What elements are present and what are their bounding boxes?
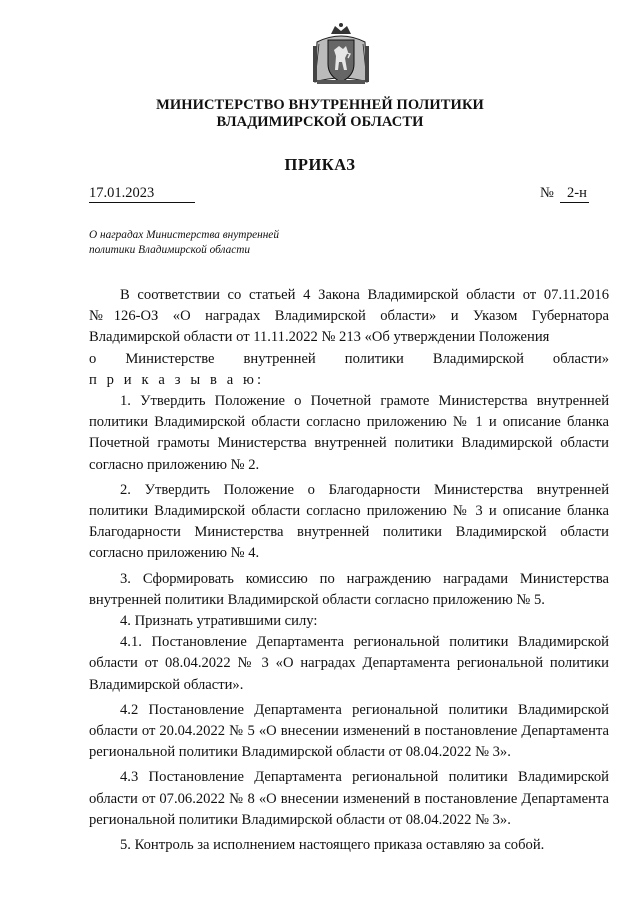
item-4-1: 4.1. Постановление Департамента региональной политики Владимирской области от 08.04.2022 № 3 «О наградах Департамента региональной политики Владимирской области».: [89, 634, 609, 693]
org-name-line2: ВЛАДИМИРСКОЙ ОБЛАСТИ: [216, 114, 424, 130]
document-body: [89, 285, 609, 856]
preamble-end: о Министерстве внутренней политики Владимирской области»: [89, 350, 609, 367]
item-3: 3. Сформировать комиссию по награждению наградами Министерства внутренней политики Владимирской области согласно приложению № 5.: [89, 570, 609, 608]
number-underline: [560, 202, 589, 203]
item-4-3: 4.3 Постановление Департамента региональной политики Владимирской области от 07.06.2022 № 8 «О внесении изменений в постановление Департамента региональной политики Владимирской области от 08.04.2022 № 3».: [89, 769, 609, 828]
document-date: 17.01.2023: [89, 185, 155, 201]
subject-line2: политики Владимирской области: [89, 244, 251, 256]
prikazyvayu: п р и к а з ы в а ю:: [89, 371, 265, 388]
date-underline: [89, 202, 195, 203]
item-1: 1. Утвердить Положение о Почетной грамоте Министерства внутренней политики Владимирской области согласно приложению № 1 и описание бланка Почетной грамоты Министерства внутренней политики Владимирской области согласно приложению № 2.: [89, 393, 609, 473]
preamble-text: В соответствии со статьей 4 Закона Владимирской области от 07.11.2016 №126-ОЗ «О наградах Владимирской области» и Указом Губернатора Владимирской области от 11.11.2022 № 213 «Об утверждении Положения: [89, 287, 609, 346]
document-subject: [89, 228, 279, 258]
document-title: ПРИКАЗ: [284, 155, 356, 174]
coat-of-arms-icon: [311, 22, 371, 88]
item-4-2: 4.2 Постановление Департамента региональной политики Владимирской области от 20.04.2022 № 5 «О внесении изменений в постановление Департамента региональной политики Владимирской области от 08.04.2022 № 3».: [89, 701, 609, 761]
item-2: 2. Утвердить Положение о Благодарности Министерства внутренней политики Владимирской области согласно приложению № 3 и описание бланка Благодарности Министерства внутренней политики Владимирской области согласно приложению № 4.: [89, 481, 609, 562]
preamble: [89, 285, 609, 391]
org-name-line1: МИНИСТЕРСТВО ВНУТРЕННЕЙ ПОЛИТИКИ: [156, 97, 484, 113]
item-5: 5. Контроль за исполнением настоящего приказа оставляю за собой.: [120, 837, 545, 854]
item-4: 4. Признать утратившими силу:: [120, 613, 318, 630]
subject-line1: О наградах Министерства внутренней: [89, 229, 279, 241]
number-sign: №: [540, 185, 554, 201]
document-number: 2-н: [567, 185, 587, 201]
